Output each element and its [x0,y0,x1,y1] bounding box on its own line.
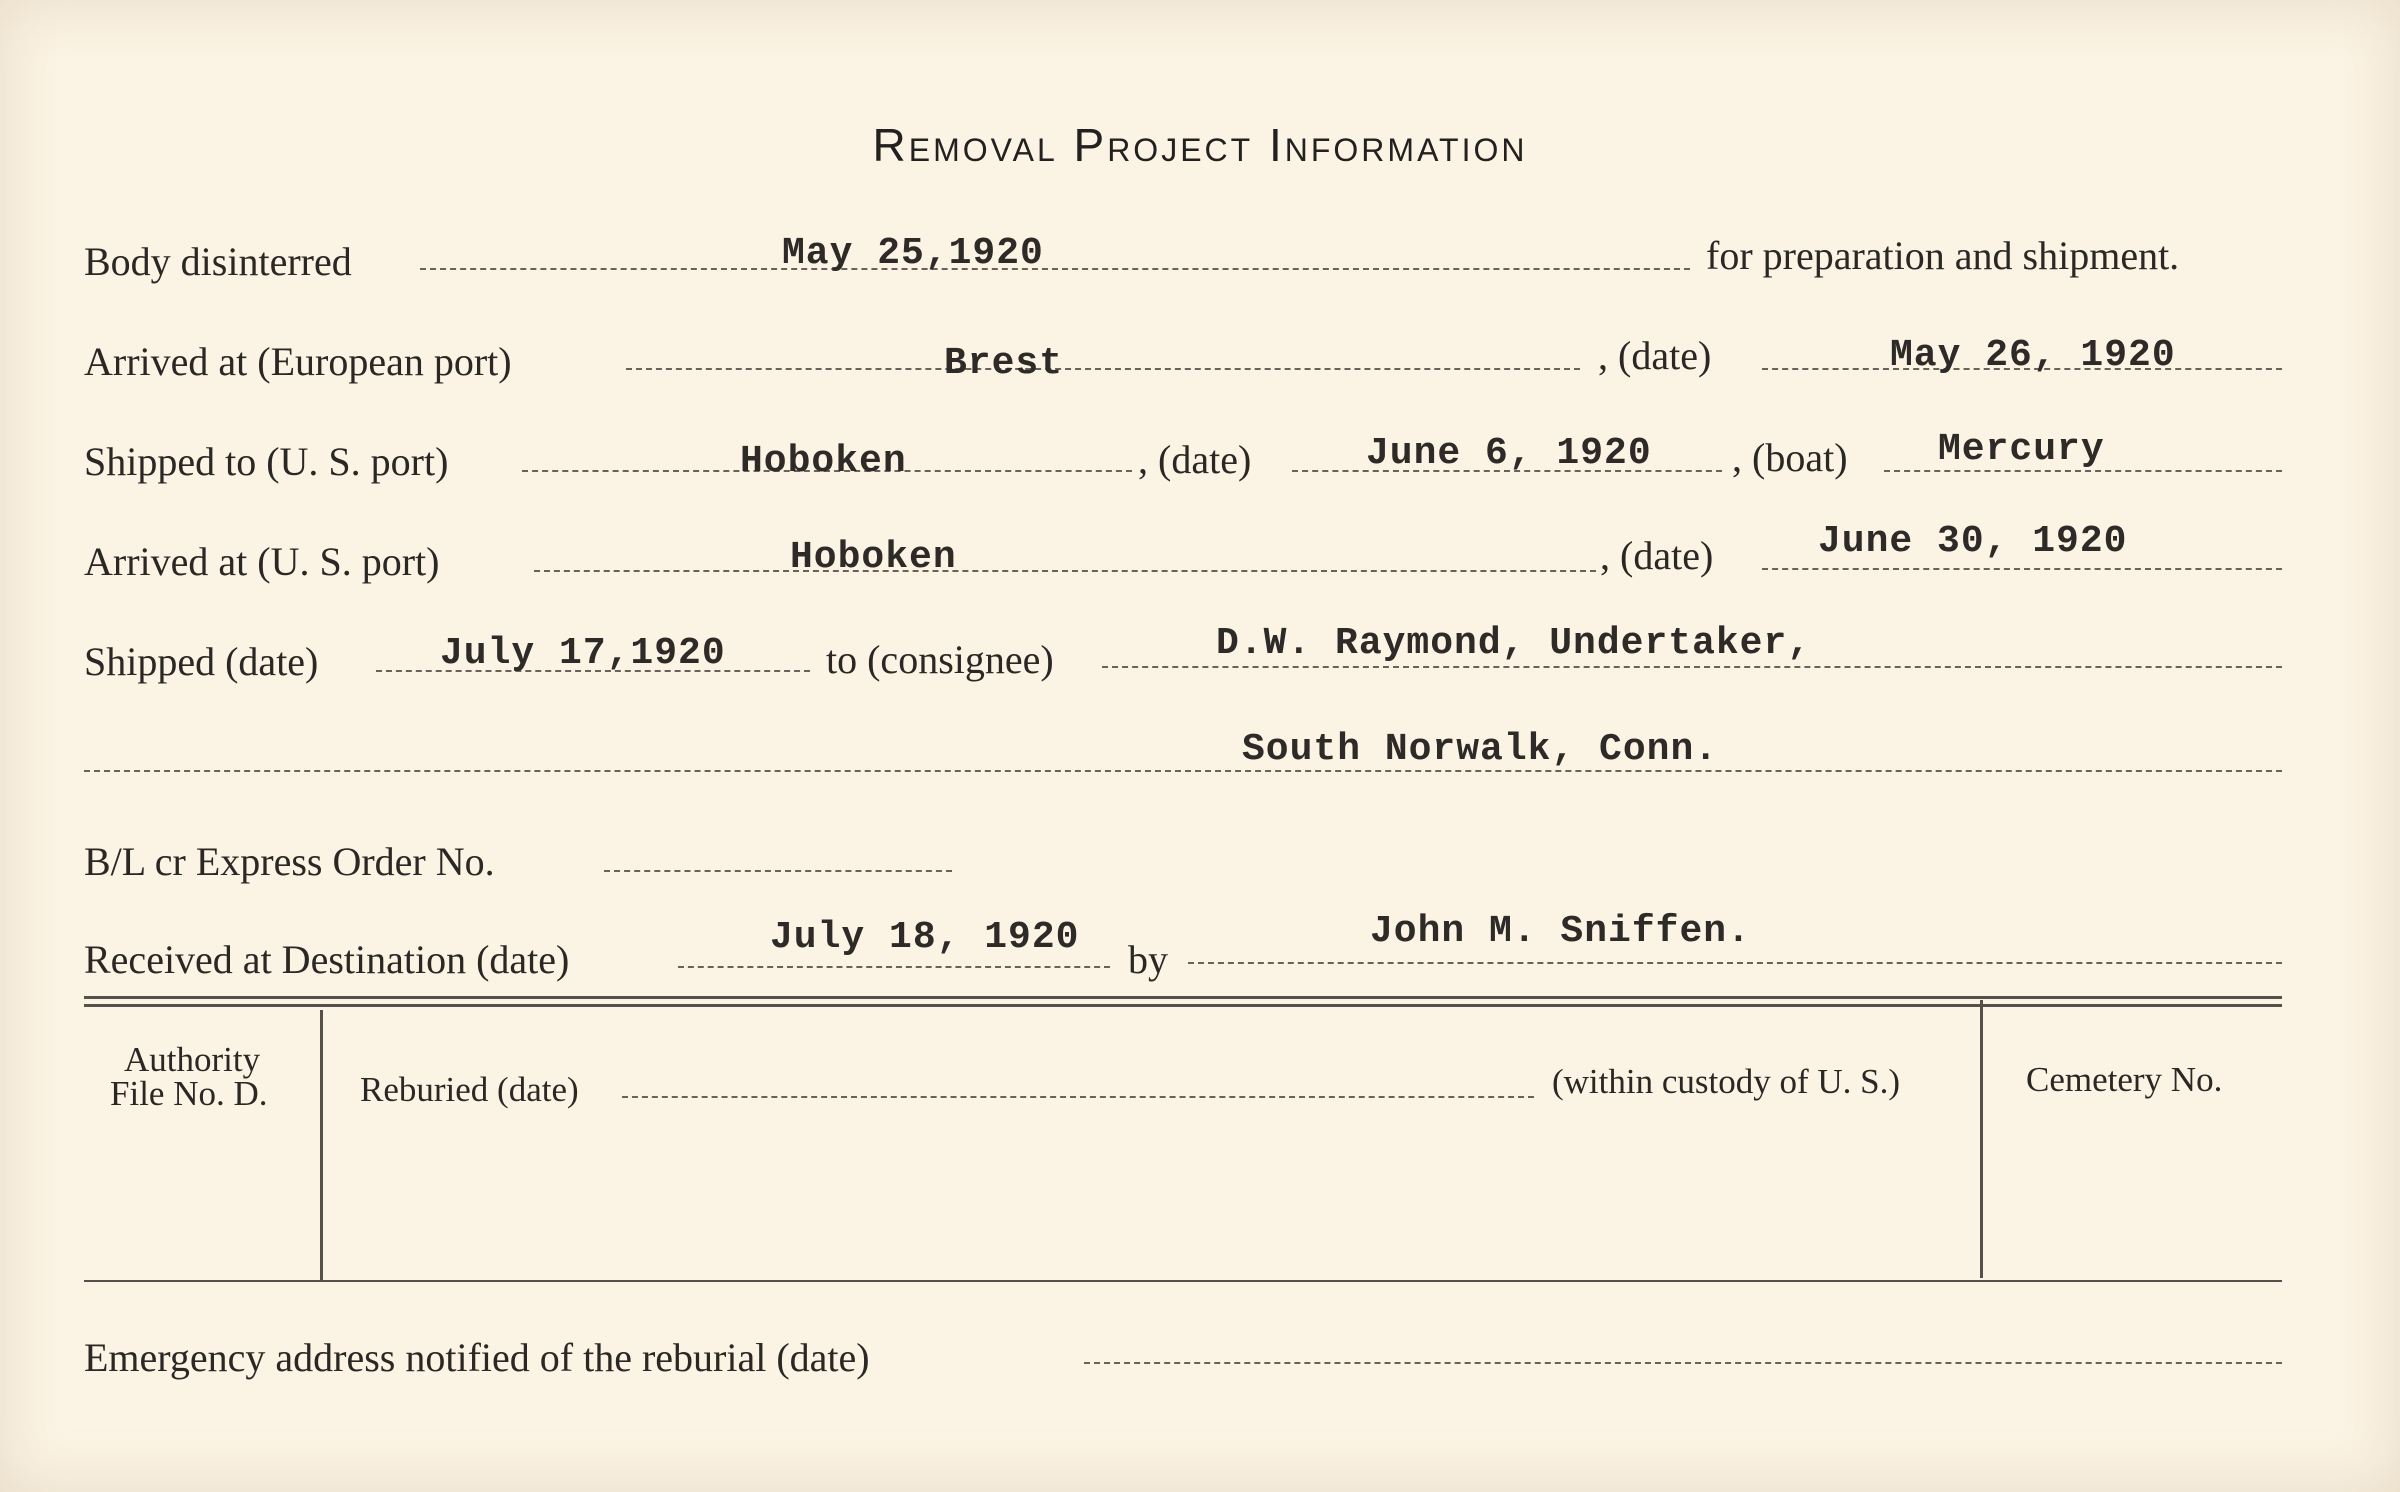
boat-label: , (boat) [1732,435,1848,480]
body-disinterred-label: Body disinterred [84,239,352,284]
reburied-label: Reburied (date) [360,1070,579,1109]
body-disinterred-line [420,268,1690,270]
arrived-us-label: Arrived at (U. S. port) [84,539,440,584]
table-divider-right [1980,1000,1983,1278]
consignee-line2-value: South Norwalk, Conn. [1242,728,1719,771]
emergency-label: Emergency address notified of the reburial (date) [84,1335,870,1380]
received-by-line [1188,962,2282,964]
bl-express-label: B/L cr Express Order No. [84,839,495,884]
arrived-date-line [1762,568,2282,570]
arrived-european-label: Arrived at (European port) [84,339,512,384]
shipped-to-us-label: Shipped to (U. S. port) [84,439,449,484]
bl-express-line [604,870,952,872]
received-date-line [678,966,1110,968]
european-port-value: Brest [944,342,1064,385]
table-top-rule-2 [84,1004,2282,1007]
table-divider-left [320,1010,323,1282]
shipped-out-label: Shipped (date) [84,639,319,684]
by-label: by [1128,937,1168,982]
for-preparation-label: for preparation and shipment. [1706,233,2180,278]
boat-value: Mercury [1938,428,2105,471]
card-title: Removal Project Information [872,119,1528,171]
received-dest-label: Received at Destination (date) [84,937,570,982]
european-date-value: May 26, 1920 [1890,334,2176,377]
cemetery-no-label: Cemetery No. [2026,1060,2223,1099]
disinterred-date-value: May 25,1920 [782,232,1044,275]
emergency-line [1084,1362,2282,1364]
consignee-line [1102,666,2282,668]
shipped-date-value: June 6, 1920 [1366,432,1652,475]
european-date-label: , (date) [1598,333,1712,378]
shipped-out-date-value: July 17,1920 [440,632,726,675]
arrived-us-line [534,570,1596,572]
arrived-date-value: June 30, 1920 [1818,520,2128,563]
arrived-us-port-value: Hoboken [790,536,957,579]
within-custody-label: (within custody of U. S.) [1552,1062,1901,1101]
shipped-us-port-value: Hoboken [740,440,907,483]
file-no-label: File No. D. [110,1074,268,1113]
authority-label: Authority [124,1040,261,1079]
european-port-line [626,368,1580,370]
consignee-label: to (consignee) [826,637,1054,682]
table-top-rule [84,996,2282,999]
reburied-line [622,1096,1534,1098]
consignee-cont-line [84,770,2282,772]
received-date-value: July 18, 1920 [770,916,1080,959]
shipped-date-label: , (date) [1138,437,1252,482]
received-by-value: John M. Sniffen. [1370,910,1751,953]
arrived-date-label: , (date) [1600,533,1714,578]
table-bottom-rule [84,1280,2282,1282]
consignee-line1-value: D.W. Raymond, Undertaker, [1216,622,1812,665]
